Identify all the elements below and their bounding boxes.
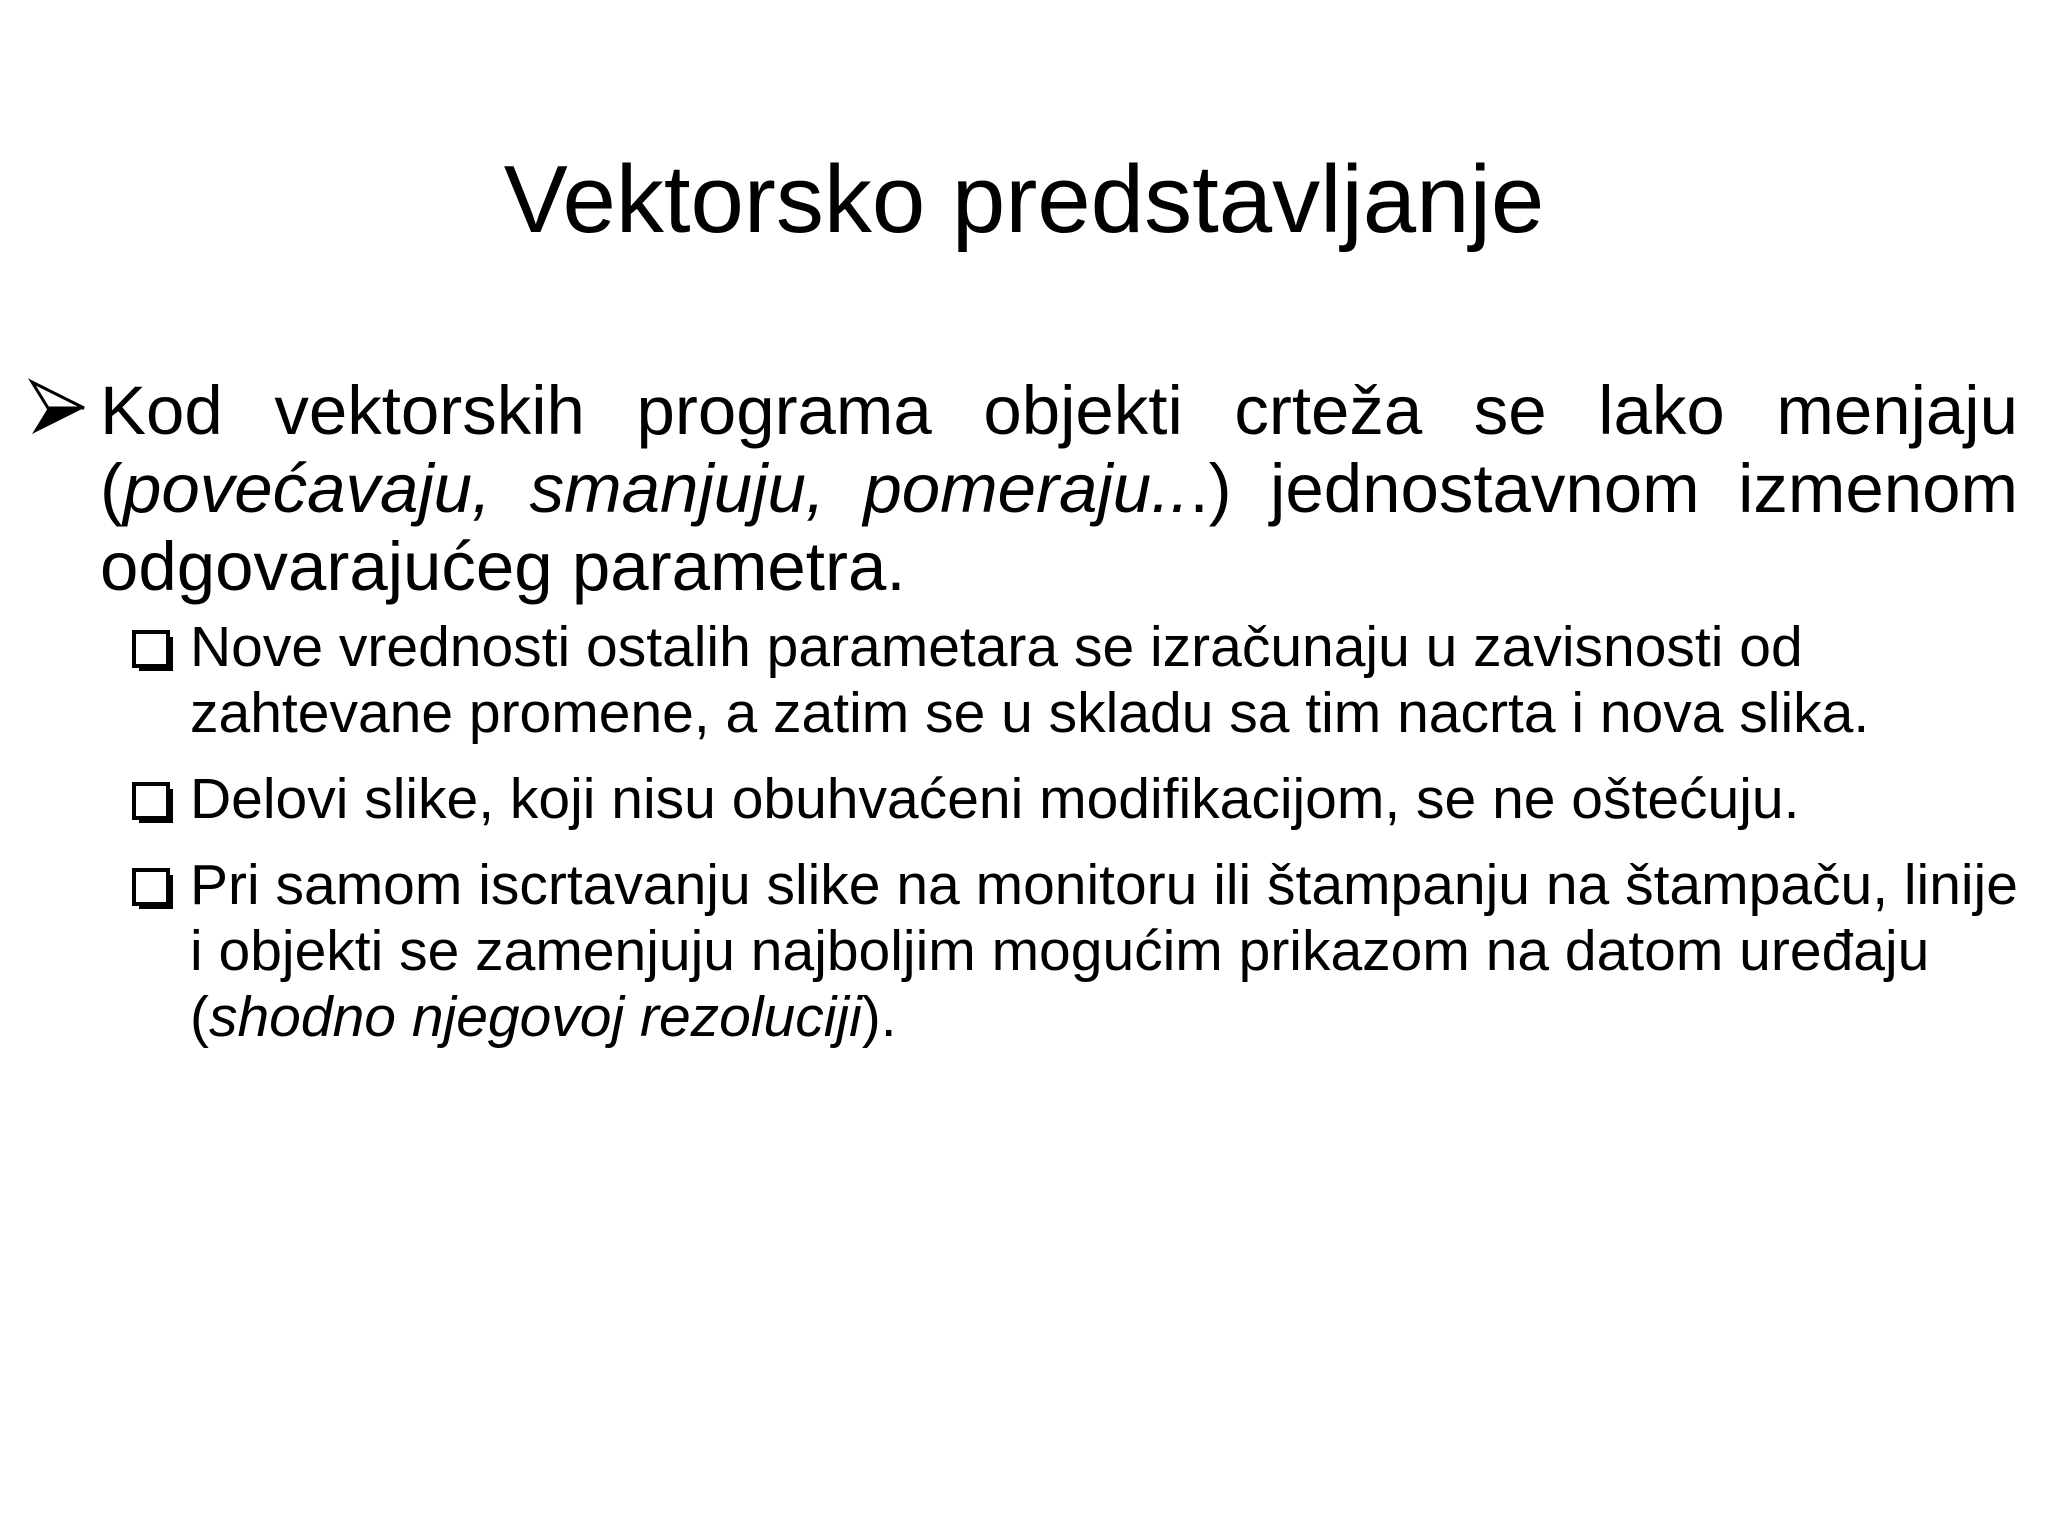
main-text-italic: povećavaju, smanjuju, pomeraju..	[122, 450, 1190, 527]
main-text-part-1: Kod vektorskih programa objekti crteža se lako menjaju (	[100, 372, 2018, 527]
sub-bullet-text: Delovi slike, koji nisu obuhvaćeni modifikacijom, se ne oštećuju.	[190, 767, 1800, 831]
sub-text-italic: shodno njegovoj rezoluciji	[208, 985, 862, 1049]
sub-bullet-item	[130, 614, 2030, 746]
sub-bullet-text	[190, 852, 2030, 1050]
main-bullet-item	[28, 372, 2018, 606]
sub-bullet-item	[130, 766, 2030, 832]
slide-title: Vektorsko predstavljanje	[503, 146, 1545, 253]
sub-text-part-2: ).	[861, 985, 897, 1049]
main-bullet-text	[100, 372, 2018, 606]
sub-bullet-item	[130, 852, 2030, 1050]
sub-text-part-1: Pri samom iscrtavanju slike na monitoru ili štampanju na štampaču, linije i objekti se zamenjuju najboljim mogućim prikazom na datom uređaju (	[190, 853, 2018, 1049]
arrowhead-bullet-icon	[28, 378, 88, 438]
sub-bullet-list	[130, 614, 2030, 1070]
checkbox-bullet-icon	[130, 780, 178, 828]
checkbox-bullet-icon	[130, 866, 178, 914]
main-text-part-2: .) jednostavnom izmenom odgovarajućeg parametra.	[100, 450, 2018, 605]
sub-bullet-text: Nove vrednosti ostalih parametara se izračunaju u zavisnosti od zahtevane promene, a zatim se u skladu sa tim nacrta i nova slika.	[190, 615, 1870, 745]
checkbox-bullet-icon	[130, 628, 178, 676]
